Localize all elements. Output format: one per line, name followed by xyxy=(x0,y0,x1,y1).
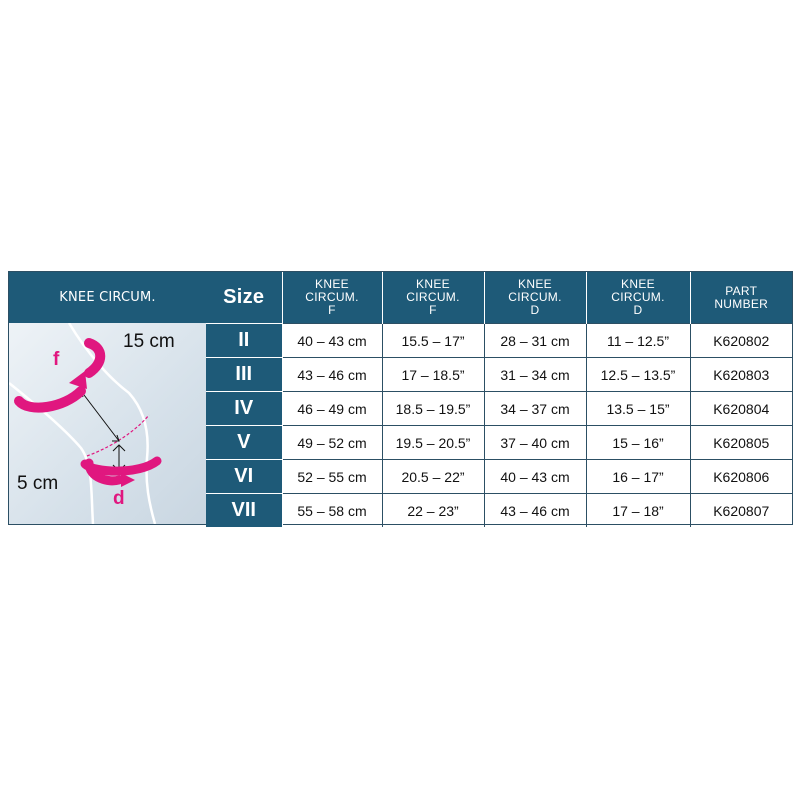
table-row xyxy=(206,358,792,392)
table-body xyxy=(206,324,792,528)
table-cell: K620807 xyxy=(690,494,792,528)
table-row xyxy=(206,324,792,358)
size-cell: V xyxy=(206,426,282,460)
table-cell: 40 – 43 cm xyxy=(484,460,586,494)
table-cell: 43 – 46 cm xyxy=(484,494,586,528)
table-row xyxy=(206,494,792,528)
column-header xyxy=(484,272,586,324)
table-header-row xyxy=(206,272,792,324)
column-header-line: KNEE xyxy=(518,277,552,291)
column-header-size xyxy=(206,272,282,324)
label-upper-distance: 15 cm xyxy=(123,331,175,352)
table-cell: 49 – 52 cm xyxy=(282,426,382,460)
table-cell: 46 – 49 cm xyxy=(282,392,382,426)
column-header-line: KNEE xyxy=(621,277,655,291)
column-header xyxy=(586,272,690,324)
column-header-line: D xyxy=(633,303,643,317)
table-cell: 43 – 46 cm xyxy=(282,358,382,392)
table-cell: 31 – 34 cm xyxy=(484,358,586,392)
table-cell: 17 – 18” xyxy=(586,494,690,528)
column-header xyxy=(690,272,792,324)
column-header-line: Size xyxy=(223,286,265,308)
column-header-line: CIRCUM. xyxy=(305,290,359,304)
table-cell: 11 – 12.5” xyxy=(586,324,690,358)
size-chart xyxy=(8,271,793,525)
column-header-line: KNEE xyxy=(315,277,349,291)
table-cell: 40 – 43 cm xyxy=(282,324,382,358)
column-header-line: CIRCUM. xyxy=(508,290,562,304)
size-cell: II xyxy=(206,324,282,358)
table-cell: 18.5 – 19.5” xyxy=(382,392,484,426)
table-cell: 17 – 18.5” xyxy=(382,358,484,392)
table-cell: K620803 xyxy=(690,358,792,392)
table-cell: 12.5 – 13.5” xyxy=(586,358,690,392)
knee-illustration xyxy=(9,323,206,524)
column-header-line: F xyxy=(328,303,336,317)
column-header-line: PART xyxy=(725,283,758,298)
column-header-line: NUMBER xyxy=(714,296,769,311)
column-header-line: F xyxy=(429,303,437,317)
table-row xyxy=(206,460,792,494)
column-header xyxy=(282,272,382,324)
table-cell: 16 – 17” xyxy=(586,460,690,494)
table-cell: 20.5 – 22” xyxy=(382,460,484,494)
column-header-line: KNEE xyxy=(416,277,450,291)
column-header-line: D xyxy=(530,303,540,317)
table-cell: K620804 xyxy=(690,392,792,426)
column-header-line: CIRCUM. xyxy=(406,290,460,304)
table-row xyxy=(206,392,792,426)
table-row xyxy=(206,426,792,460)
left-panel-header: KNEE CIRCUM. xyxy=(9,272,206,323)
size-cell: VI xyxy=(206,460,282,494)
size-cell: III xyxy=(206,358,282,392)
table-cell: K620802 xyxy=(690,324,792,358)
table-cell: K620805 xyxy=(690,426,792,460)
table-cell: 19.5 – 20.5” xyxy=(382,426,484,460)
column-header-line: CIRCUM. xyxy=(611,290,665,304)
size-table xyxy=(206,272,792,527)
table-cell: 15.5 – 17” xyxy=(382,324,484,358)
marker-d: d xyxy=(113,488,125,509)
table-cell: 34 – 37 cm xyxy=(484,392,586,426)
table-cell: 52 – 55 cm xyxy=(282,460,382,494)
table-cell: K620806 xyxy=(690,460,792,494)
table-cell: 28 – 31 cm xyxy=(484,324,586,358)
table-cell: 15 – 16” xyxy=(586,426,690,460)
table-cell: 55 – 58 cm xyxy=(282,494,382,528)
size-cell: VII xyxy=(206,494,282,528)
size-cell: IV xyxy=(206,392,282,426)
table-cell: 22 – 23” xyxy=(382,494,484,528)
label-lower-distance: 5 cm xyxy=(17,473,59,494)
column-header xyxy=(382,272,484,324)
table-cell: 13.5 – 15” xyxy=(586,392,690,426)
table-cell: 37 – 40 cm xyxy=(484,426,586,460)
marker-f: f xyxy=(53,349,60,370)
